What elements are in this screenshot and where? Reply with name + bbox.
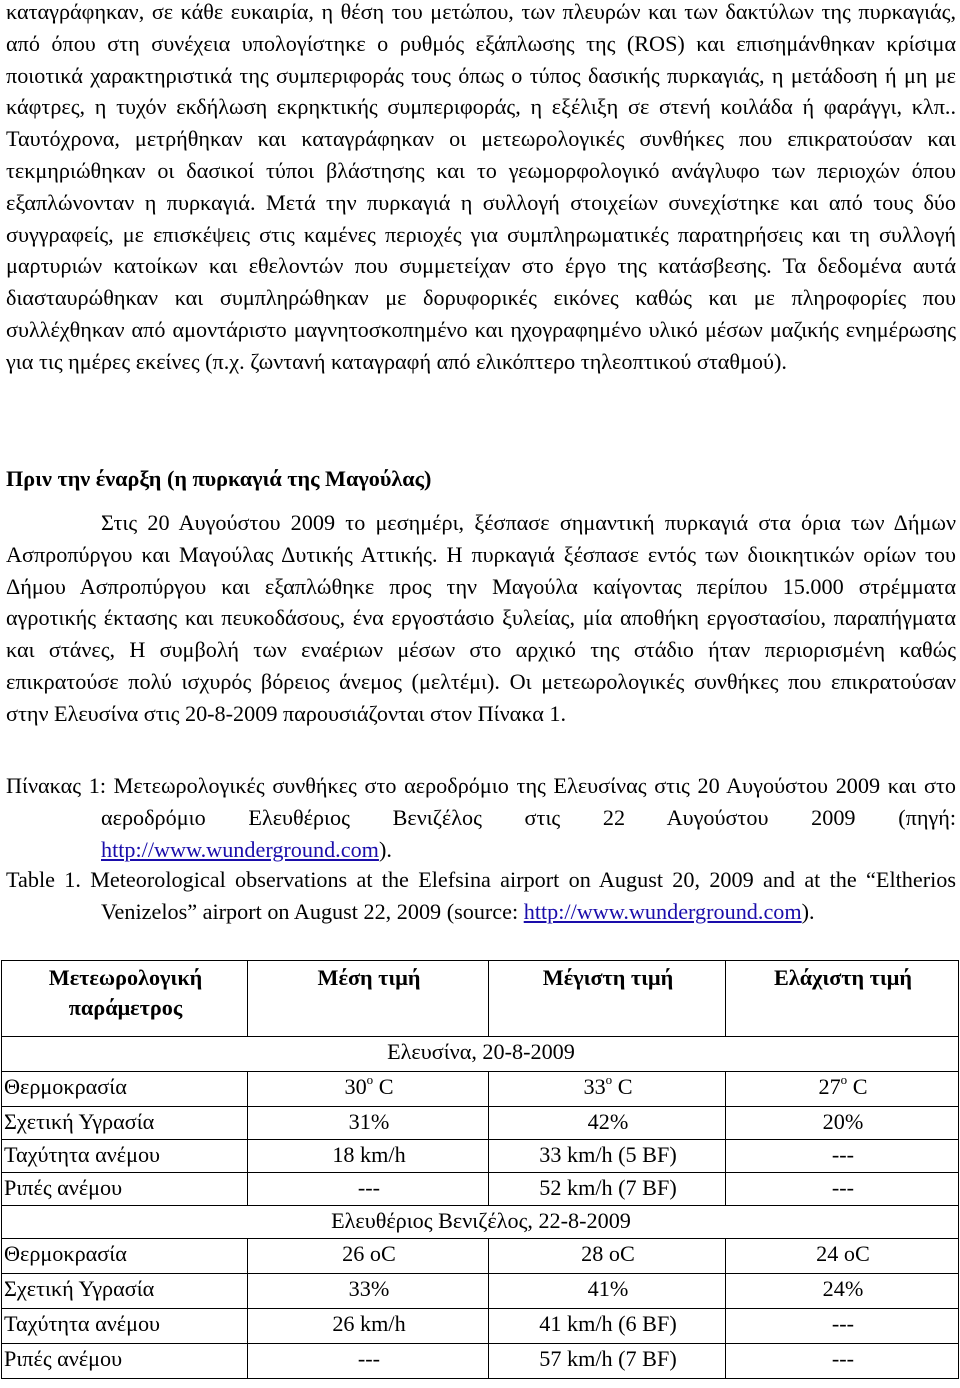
- table-row: [2, 1140, 959, 1173]
- paragraph-fire-description: Στις 20 Αυγούστου 2009 το μεσημέρι, ξέσπασε σημαντική πυρκαγιά στα όρια των Δήμων Ασπροπύργου και Μαγούλας Δυτικής Αττικής. Η πυρκαγιά ξέσπασε εντός των διοικητικών ορίων του Δήμου Ασπροπύργου και εξαπλώθηκε προς την Μαγούλα καίγοντας περίπου 15.000 στρέμματα αγροτικής έκτασης και πευκοδάσους, ένα εργοστάσιο ξυλείας, μία αποθήκη εργοστασίου, παραπήγματα και στάνες, Η συμβολή των εναέριων μέσων στο αρχικό της στάδιο ήταν περιορισμένη καθώς επικρατούσε πολύ ισχυρός βόρειος άνεμος (μελτέμι). Οι μετεωρολογικές συνθήκες που επικρατούσαν στην Ελευσίνα στις 20-8-2009 παρουσιάζονται στον Πίνακα 1.: [6, 510, 956, 726]
- param-cell: Θερμοκρασία: [2, 1072, 248, 1107]
- value-cell: 52 km/h (7 BF): [489, 1173, 726, 1206]
- value-cell: 24 oC: [726, 1239, 959, 1274]
- section-elefsina: Ελευσίνα, 20-8-2009: [2, 1037, 959, 1072]
- param-cell: Ταχύτητα ανέμου: [2, 1140, 248, 1173]
- table-row: [2, 1173, 959, 1206]
- caption-english-link[interactable]: http://www.wunderground.com: [523, 898, 802, 924]
- value-cell: 24%: [726, 1274, 959, 1309]
- value-cell: 26 oC: [248, 1239, 489, 1274]
- param-cell: Σχετική Υγρασία: [2, 1107, 248, 1140]
- header-mean: Μέση τιμή: [248, 961, 489, 1037]
- value-cell: ---: [248, 1173, 489, 1206]
- header-min: Ελάχιστη τιμή: [726, 961, 959, 1037]
- table-row: [2, 1239, 959, 1274]
- table-row: [2, 1309, 959, 1344]
- param-cell: Ριπές ανέμου: [2, 1344, 248, 1379]
- value-cell: 41%: [489, 1274, 726, 1309]
- value-cell: 41 km/h (6 BF): [489, 1309, 726, 1344]
- paragraph-methods: καταγράφηκαν, σε κάθε ευκαιρία, η θέση του μετώπου, των πλευρών και των δακτύλων της πυρκαγιάς, από όπου στη συνέχεια υπολογίστηκε ο ρυθμός εξάπλωσης της (ROS) και επισημάνθηκαν κρίσιμα ποιοτικά χαρακτηριστικά της συμπεριφοράς τους όπως ο τύπος δασικής πυρκαγιάς, η μετάδοση ή μη με κάφτρες, η τυχόν εκδήλωση εκρηκτικής συμπεριφοράς, η εξέλιξη σε στενή κοιλάδα ή φαράγγι, κλπ.. Ταυτόχρονα, μετρήθηκαν και καταγράφηκαν οι μετεωρολογικές συνθήκες που επικρατούσαν και τεκμηριώθηκαν οι δασικοί τύποι βλάστησης και το γεωμορφολογικό ανάγλυφο των περιοχών όπου εξαπλώνονταν η πυρκαγιά. Μετά την πυρκαγιά η συλλογή στοιχείων συνεχίστηκε και από τους δύο συγγραφείς, με επισκέψεις στις καμένες περιοχές για συμπληρωματικές παρατηρήσεις και τη συλλογή μαρτυριών κατοίκων και εθελοντών που συμμετείχαν στο έργο της κατάσβεσης. Τα δεδομένα αυτά διασταυρώθηκαν και συμπληρώθηκαν με δορυφορικές εικόνες καθώς και με πληροφορίες που συλλέχθηκαν από αμοντάριστο μαγνητοσκοπημένο και ηχογραφημένο υλικό μέσων μαζικής ενημέρωσης για τις ημέρες εκείνες (π.χ. ζωντανή καταγραφή από ελικόπτερο τηλεοπτικού σταθμού).: [6, 0, 956, 374]
- value-cell: 33%: [248, 1274, 489, 1309]
- value-cell: 31%: [248, 1107, 489, 1140]
- header-max: Μέγιστη τιμή: [489, 961, 726, 1037]
- section-row-elefsina: [2, 1037, 959, 1072]
- caption-greek-tail: ).: [378, 836, 392, 862]
- value-cell: 18 km/h: [248, 1140, 489, 1173]
- value-cell: ---: [248, 1344, 489, 1379]
- value-cell: ---: [726, 1309, 959, 1344]
- caption-english-tail: ).: [801, 898, 815, 924]
- value-cell: 27$^o$ C: [726, 1072, 959, 1107]
- caption-greek-text: Πίνακας 1: Μετεωρολογικές συνθήκες στο αεροδρόμιο της Ελευσίνας στις 20 Αυγούστου 2009 και στο αεροδρόμιο Ελευθέριος Βενιζέλος στις 22 Αυγούστου 2009 (πηγή:: [6, 773, 956, 830]
- value-cell: 26 km/h: [248, 1309, 489, 1344]
- value-cell: ---: [726, 1173, 959, 1206]
- param-cell: Ριπές ανέμου: [2, 1173, 248, 1206]
- param-cell: Σχετική Υγρασία: [2, 1274, 248, 1309]
- table-caption-english: [6, 864, 956, 928]
- caption-greek-link[interactable]: http://www.wunderground.com: [101, 836, 379, 862]
- value-cell: 57 km/h (7 BF): [489, 1344, 726, 1379]
- value-cell: 20%: [726, 1107, 959, 1140]
- value-cell: 42%: [489, 1107, 726, 1140]
- table-row: [2, 1107, 959, 1140]
- table-header-row: [2, 961, 959, 1037]
- table-row: [2, 1072, 959, 1107]
- section-row-venizelos: [2, 1206, 959, 1239]
- value-cell: 33$^o$ C: [489, 1072, 726, 1107]
- section-venizelos: Ελευθέριος Βενιζέλος, 22-8-2009: [2, 1206, 959, 1239]
- table-row: [2, 1344, 959, 1379]
- value-cell: 30$^o$ C: [248, 1072, 489, 1107]
- caption-english-text: Table 1. Meteorological observations at the Elefsina airport on August 20, 2009 and at the “Eltherios Venizelos” airport on August 22, 2009 (source:: [6, 867, 956, 924]
- table-caption-greek: [6, 770, 956, 865]
- value-cell: ---: [726, 1140, 959, 1173]
- header-parameter: Μετεωρολογική παράμετρος: [2, 961, 248, 1037]
- param-cell: Ταχύτητα ανέμου: [2, 1309, 248, 1344]
- param-cell: Θερμοκρασία: [2, 1239, 248, 1274]
- section-heading: Πριν την έναρξη (η πυρκαγιά της Μαγούλας): [6, 466, 432, 491]
- table-row: [2, 1274, 959, 1309]
- value-cell: ---: [726, 1344, 959, 1379]
- value-cell: 33 km/h (5 BF): [489, 1140, 726, 1173]
- value-cell: 28 oC: [489, 1239, 726, 1274]
- meteorological-table: [1, 960, 959, 1379]
